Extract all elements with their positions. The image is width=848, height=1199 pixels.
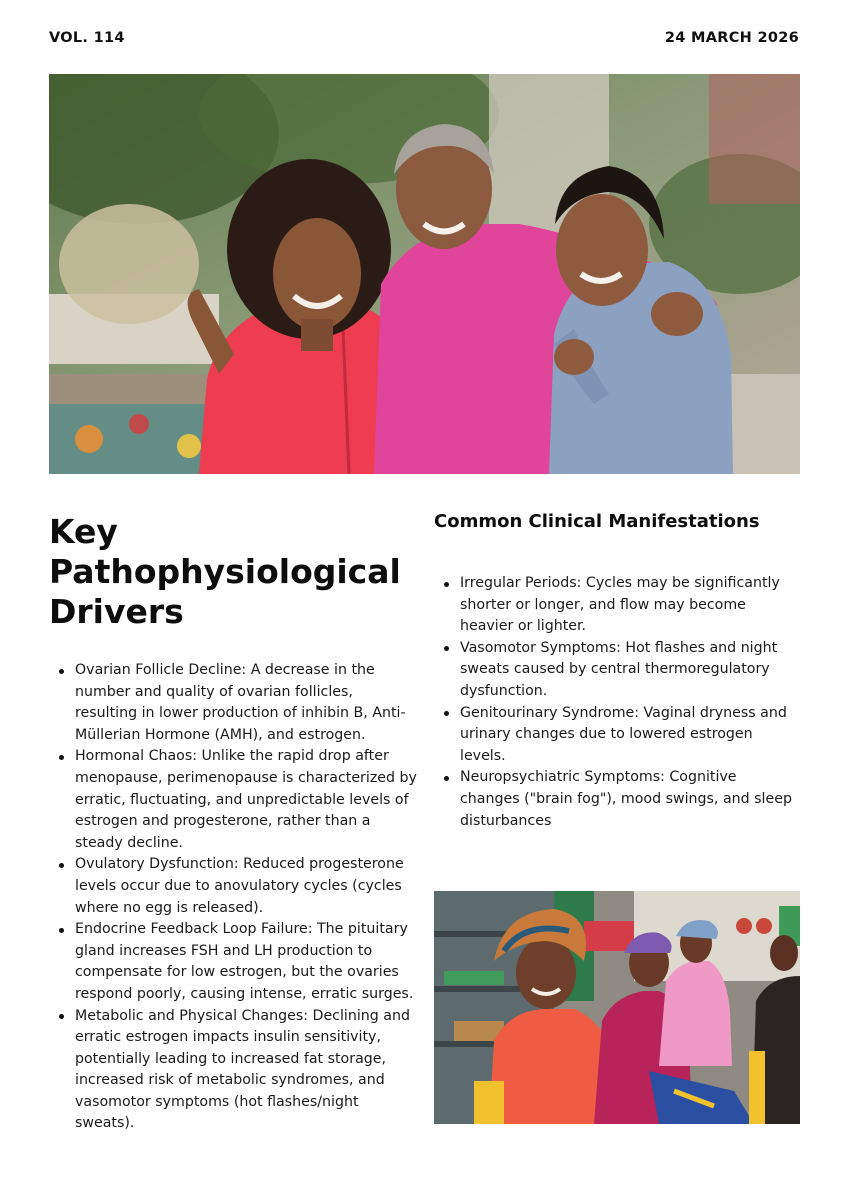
list-item: Metabolic and Physical Changes: Declining and erratic estrogen impacts insulin sensitivity, potentially leading to increased fat storage, increased risk of metabolic syndromes, and vasomotor symptoms (hot flashes/night sweats). [49,1006,417,1136]
list-item: Irregular Periods: Cycles may be significantly shorter or longer, and flow may become heavier or lighter. [434,573,800,638]
secondary-photo-illustration [434,891,800,1124]
list-item: Ovarian Follicle Decline: A decrease in the number and quality of ovarian follicles, resulting in lower production of inhibin B, Anti-Müllerian Hormone (AMH), and estrogen. [49,660,417,746]
list-item: Hormonal Chaos: Unlike the rapid drop after menopause, perimenopause is characterized by erratic, fluctuating, and unpredictable levels of estrogen and progesterone, rather than a steady decline. [49,746,417,854]
list-item: Genitourinary Syndrome: Vaginal dryness and urinary changes due to lowered estrogen levels. [434,703,800,768]
volume-label: VOL. 114 [49,30,125,46]
list-item: Endocrine Feedback Loop Failure: The pituitary gland increases FSH and LH production to compensate for low estrogen, but the ovaries respond poorly, causing intense, erratic surges. [49,919,417,1005]
hero-photo-illustration [49,74,800,474]
section-heading-manifestations: Common Clinical Manifestations [434,511,760,532]
left-column [49,512,417,1135]
drivers-list [49,660,417,1135]
list-item: Neuropsychiatric Symptoms: Cognitive changes ("brain fog"), mood swings, and sleep disturbances [434,767,800,832]
issue-date: 24 MARCH 2026 [664,30,799,46]
hero-photo [49,74,800,474]
list-item: Ovulatory Dysfunction: Reduced progesterone levels occur due to anovulatory cycles (cycles where no egg is released). [49,854,417,919]
list-item: Vasomotor Symptoms: Hot flashes and night sweats caused by central thermoregulatory dysfunction. [434,638,800,703]
section-heading-drivers: Key Pathophysiological Drivers [49,512,401,631]
page-header [49,30,799,46]
right-column [434,510,800,832]
manifestations-list [434,573,800,832]
secondary-photo [434,891,800,1124]
